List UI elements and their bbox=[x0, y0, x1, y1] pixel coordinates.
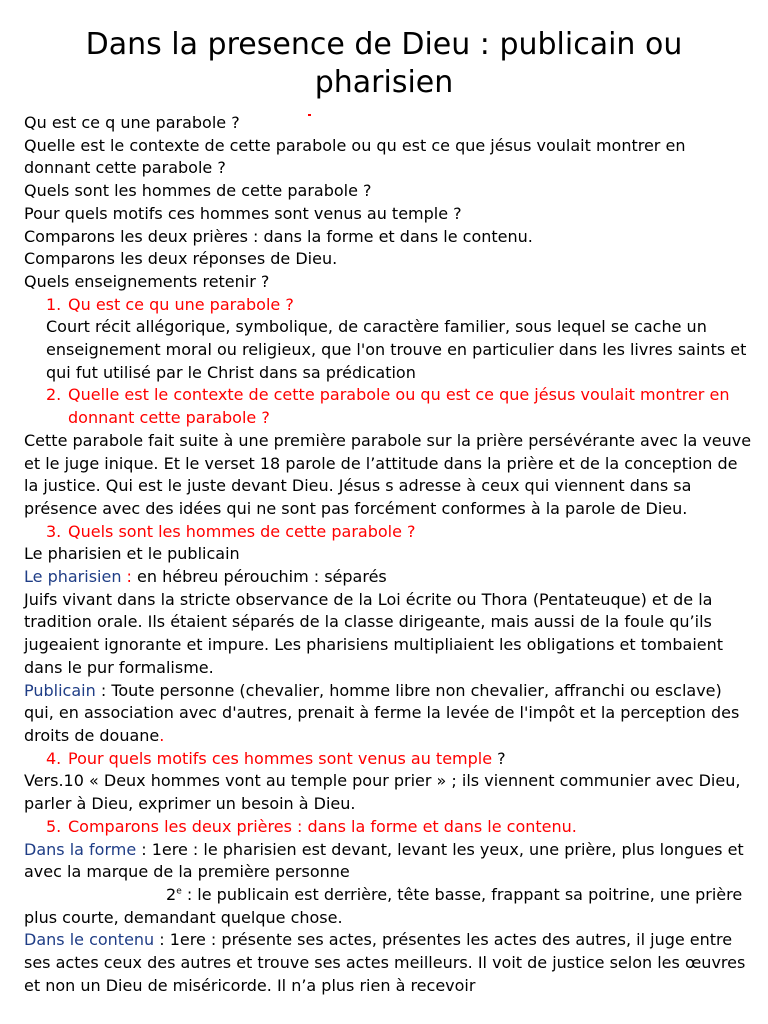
section-number: 2. bbox=[46, 385, 62, 405]
page-title: Dans la presence de Dieu : publicain ou pharisien bbox=[85, 27, 683, 100]
pharisien-label: Le pharisien bbox=[24, 567, 122, 587]
forme-label: Dans la forme bbox=[24, 839, 137, 859]
section-heading-1 bbox=[24, 294, 754, 317]
answer-2: Cette parabole fait suite à une première parabole sur la prière persévérante avec la veuve et le juge inique. Et le verset 18 parole de l’attitude dans la prière et de la conception de la justice. Qui est le juste devant Dieu. Jésus s adresse à ceux qui viennent dans sa présence avec des idées qui ne sont pas forcément conformes à la parole de Dieu. bbox=[24, 430, 752, 518]
contenu-text: : 1ere : présente ses actes, présentes les actes des autres, il juge entre ses actes ceux des autres et trouve ses actes meilleurs. Il voit de justice selon les œuvres et non un Dieu de miséricorde. Il n’a plus rien à recevoir bbox=[24, 930, 746, 995]
intro-question: Quels enseignements retenir ? bbox=[24, 271, 270, 291]
intro-question: Qu est ce q une parabole ? bbox=[24, 113, 240, 132]
contenu-paragraph bbox=[24, 929, 754, 997]
section-question: Quels sont les hommes de cette parabole ? bbox=[68, 521, 416, 541]
publicain-end: . bbox=[159, 725, 165, 745]
intro-question: Quelle est le contexte de cette parabole ou qu est ce que jésus voulait montrer en donnant cette parabole ? bbox=[24, 135, 686, 178]
section-question: Qu est ce qu une parabole ? bbox=[68, 294, 294, 314]
section-number: 5. bbox=[46, 816, 62, 836]
section-number: 1. bbox=[46, 294, 62, 314]
section-number: 3. bbox=[46, 521, 62, 541]
intro-question: Pour quels motifs ces hommes sont venus au temple ? bbox=[24, 203, 462, 223]
publicain-text: : Toute personne (chevalier, homme libre non chevalier, affranchi ou esclave) qui, en association avec d'autres, prenait à ferme la levée de l'impôt et la perception des droits de douane bbox=[24, 680, 740, 745]
section-question: Quelle est le contexte de cette parabole ou qu est ce que jésus voulait montrer en donnant cette parabole ? bbox=[68, 385, 730, 428]
section-question-mark: ? bbox=[492, 748, 506, 768]
forme-second-text: : le publicain est derrière, tête basse, frappant sa poitrine, une prière plus courte, demandant quelque chose. bbox=[24, 884, 743, 927]
document-body bbox=[24, 112, 754, 997]
intro-question: Comparons les deux réponses de Dieu. bbox=[24, 249, 338, 269]
publicain-label: Publicain bbox=[24, 680, 96, 700]
pharisien-def: en hébreu pérouchim : séparés bbox=[131, 567, 387, 587]
forme-text: : 1ere : le pharisien est devant, levant les yeux, une prière, plus longues et avec la marque de la première personne bbox=[24, 839, 744, 882]
intro-question: Comparons les deux prières : dans la forme et dans le contenu. bbox=[24, 226, 533, 246]
pharisien-text: Juifs vivant dans la stricte observance de la Loi écrite ou Thora (Pentateuque) et de la tradition orale. Ils étaient séparés de la classe dirigeante, mais aussi de la foule qu’ils jugeaient ignorante et impure. Les pharisiens multipliaient les obligations et tombaient dans le pur formalisme. bbox=[24, 589, 724, 677]
section-heading-3 bbox=[24, 521, 754, 544]
contenu-label: Dans le contenu bbox=[24, 930, 155, 950]
forme-second-sup: e bbox=[176, 886, 182, 897]
publicain-definition bbox=[24, 680, 754, 748]
section-heading-4 bbox=[24, 748, 754, 771]
forme-second-num: 2 bbox=[166, 884, 177, 904]
answer-3-intro: Le pharisien et le publicain bbox=[24, 544, 240, 564]
answer-4: Vers.10 « Deux hommes vont au temple pour prier » ; ils viennent communier avec Dieu, parler à Dieu, exprimer un besoin à Dieu. bbox=[24, 771, 741, 814]
pharisien-definition bbox=[24, 566, 754, 589]
section-heading-5 bbox=[24, 816, 754, 839]
intro-question: Quels sont les hommes de cette parabole ? bbox=[24, 181, 372, 201]
section-question: Comparons les deux prières : dans la forme et dans le contenu. bbox=[68, 816, 577, 836]
section-heading-2 bbox=[24, 384, 754, 429]
pharisien-colon: : bbox=[121, 567, 132, 587]
section-number: 4. bbox=[46, 748, 62, 768]
answer-1: Court récit allégorique, symbolique, de caractère familier, sous lequel se cache un enseignement moral ou religieux, que l'on trouve en particulier dans les livres saints et qui fut utilisé par le Christ dans sa prédication bbox=[46, 317, 747, 382]
section-question bbox=[68, 748, 754, 771]
forme-second bbox=[24, 884, 754, 929]
forme-paragraph bbox=[24, 839, 754, 884]
section-question-text: Pour quels motifs ces hommes sont venus au temple bbox=[68, 748, 493, 768]
